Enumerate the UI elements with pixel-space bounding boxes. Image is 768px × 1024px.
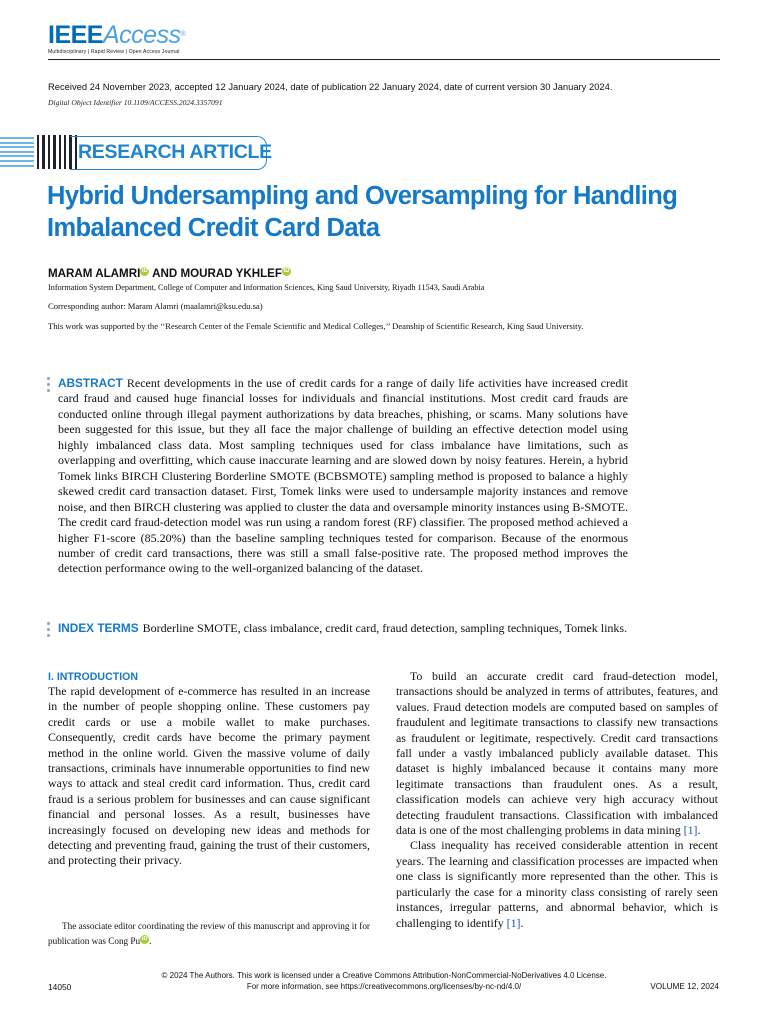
section-heading-introduction: I. INTRODUCTION	[48, 671, 139, 683]
citation-link[interactable]: [1]	[683, 823, 698, 838]
index-terms-label: INDEX TERMS	[58, 621, 139, 635]
logo-trademark: ®	[180, 31, 186, 38]
header-rule	[48, 59, 720, 60]
orcid-icon[interactable]: iD	[141, 268, 148, 275]
editor-footnote	[48, 919, 370, 949]
affiliation: Information System Department, College of Computer and Information Sciences, King Saud University, Riyadh 11543, Saudi Arabia	[48, 283, 485, 292]
logo-tagline: Multidisciplinary | Rapid Review | Open Access Journal	[48, 49, 180, 55]
abstract	[58, 376, 628, 577]
doi-line: Digital Object Identifier 10.1109/ACCESS.2024.3357091	[48, 98, 223, 107]
funding-statement: This work was supported by the ‘‘Research Center of the Female Scientific and Medical Colleges,’’ Deanship of Scientific Research, King Saud University.	[48, 321, 584, 331]
punctuation: .	[149, 936, 152, 946]
abstract-dot-marker	[47, 377, 51, 392]
author-1: MARAM ALAMRI	[48, 267, 141, 280]
banner-stripes	[0, 137, 34, 167]
author-line	[48, 267, 291, 280]
ieee-access-logo	[48, 22, 185, 55]
abstract-text: Recent developments in the use of credit cards for a range of daily life activities have increased credit card fraud and caused huge financial losses for individuals and financial institutions. Most credit card frauds are conducted online through illegal payment authorizations by data breaches, phishing, or scams. Many solutions have been suggested for this issue, but they all face the major challenge of building an effective detection model using highly imbalanced class data. Most sampling techniques used for class imbalance have limitations, such as overlapping and overfitting, which cause inaccurate learning and are slowed down by noisy features. Herein, a hybrid Tomek links BIRCH Clustering Borderline SMOTE (BCBSMOTE) sampling method is proposed to balance a highly skewed credit card transaction dataset. First, Tomek links were used to undersample majority instances and remove noise, and then BIRCH clustering was applied to cluster the data and oversample minority instances using B-SMOTE. The credit card fraud-detection model was run using a random forest (RF) classifier. The proposed method achieved a higher F1-score (85.20%) than the baseline sampling techniques tested for comparison. Because of the enormous number of credit card transactions, there was still a small false-positive rate. The proposed method improves the detection performance owing to the well-organized balancing of the dataset.	[58, 376, 628, 576]
abstract-label: ABSTRACT	[58, 376, 123, 390]
paper-title: Hybrid Undersampling and Oversampling for Handling Imbalanced Credit Card Data	[47, 182, 678, 242]
index-terms	[58, 621, 628, 636]
punctuation: .	[697, 823, 701, 838]
page-number: 14050	[48, 982, 72, 992]
license-line-2[interactable]: For more information, see https://creativecommons.org/licenses/by-nc-nd/4.0/	[246, 982, 522, 991]
punctuation: .	[520, 915, 524, 930]
orcid-icon[interactable]: iD	[141, 935, 148, 942]
intro-paragraph-2	[396, 669, 718, 838]
license-line-1: © 2024 The Authors. This work is licensed under a Creative Commons Attribution-NonCommercial-NoDerivatives 4.0 License.	[161, 971, 607, 980]
footnote-text: The associate editor coordinating the review of this manuscript and approving it for publication was Cong Pu	[48, 921, 370, 946]
corresponding-author: Corresponding author: Maram Alamri (maalamri@ksu.edu.sa)	[48, 301, 263, 311]
orcid-icon[interactable]: iD	[283, 268, 290, 275]
left-column	[48, 684, 370, 869]
index-terms-dot-marker	[47, 622, 51, 637]
paragraph-text: Class inequality has received considerable attention in recent years. The learning and classification processes are impacted when one class is significantly more represented than the other. This is particularly the case for a minority class consisting of rarely seen instances, irregular patterns, and abnormal behavior, which is challenging to identify	[396, 838, 718, 930]
article-type-label: RESEARCH ARTICLE	[78, 141, 272, 163]
index-terms-text: Borderline SMOTE, class imbalance, credit card, fraud detection, sampling techniques, Tomek links.	[142, 621, 628, 635]
paragraph-text: To build an accurate credit card fraud-detection model, transactions should be analyzed in terms of attributes, features, and values. Fraud detection models are computed based on samples of fraudulent and legitimate transactions to classify new transactions as fraudulent or legitimate, respectively. Credit card transactions fall under a vastly imbalanced publicly available dataset. This dataset is highly imbalanced because it contains many more legitimate transactions than fraudulent ones. As a result, classification models can achieve very high accuracy without detecting fraudulent transactions. Classification with imbalanced data is one of the most challenging problems in data mining	[396, 669, 718, 838]
received-dates: Received 24 November 2023, accepted 12 January 2024, date of publication 22 January 2024, date of current version 30 January 2024.	[48, 81, 613, 92]
citation-link[interactable]: [1]	[506, 915, 521, 930]
logo-access-text: Access	[102, 21, 181, 49]
research-article-banner	[0, 133, 270, 171]
logo-ieee-text: IEEE	[48, 21, 103, 49]
intro-paragraph-1: The rapid development of e-commerce has resulted in an increase in the number of people shopping online. These customers pay credit cards or use a mobile wallet to make purchases. Consequently, credit cards have become the primary payment method in the online world. Given the massive volume of daily transactions, criminals have innumerable opportunities to find new ways to attack and steal credit card information. Thus, credit card fraud is a serious problem for businesses and can cause significant financial and personal losses. As a result, businesses have increasingly focused on developing new ideas and methods for detecting and preventing fraud, gaining the trust of their customers, and protecting their privacy.	[48, 684, 370, 868]
author-2: AND MOURAD YKHLEF	[152, 267, 283, 280]
volume-label: VOLUME 12, 2024	[650, 982, 719, 991]
intro-paragraph-3	[396, 838, 718, 930]
right-column	[396, 669, 718, 931]
